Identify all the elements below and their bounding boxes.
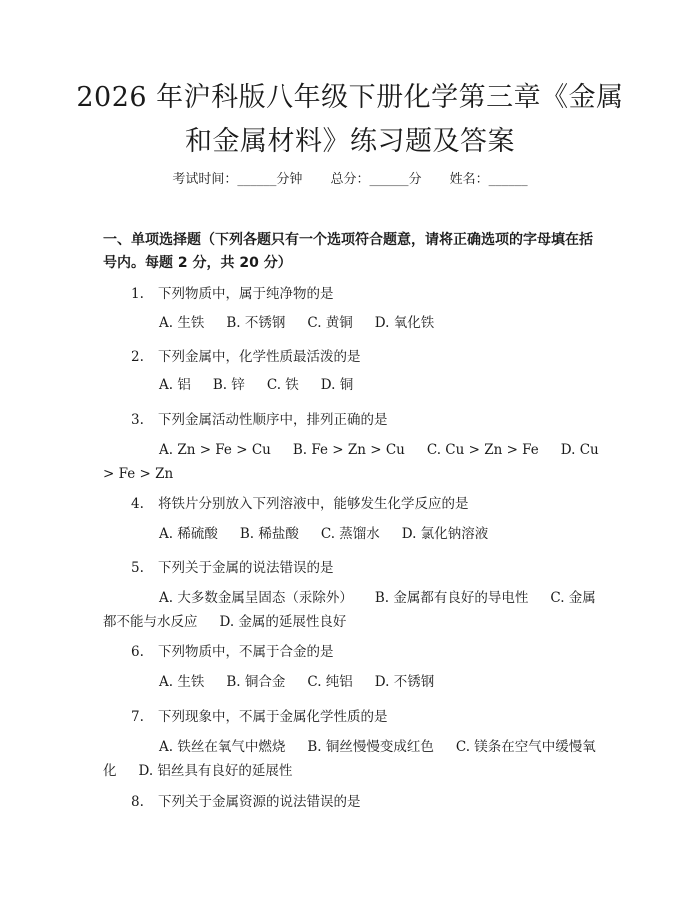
option-d: D. 氯化钠溶液 bbox=[401, 526, 489, 542]
option-d: D. 不锈钢 bbox=[374, 674, 435, 690]
option-d: D. 铜 bbox=[320, 377, 354, 393]
option-a: A. 铁丝在氧气中燃烧 bbox=[159, 739, 286, 755]
question-4-options bbox=[103, 522, 603, 546]
option-c: C. 金属都不能与水反应 bbox=[103, 590, 596, 630]
question-1-options bbox=[103, 311, 603, 335]
question-3-options bbox=[103, 438, 603, 486]
question-text: 下列关于金属资源的说法错误的是 bbox=[158, 794, 361, 810]
exam-meta bbox=[0, 168, 700, 187]
option-a: A. Zn > Fe > Cu bbox=[159, 442, 271, 458]
page-title bbox=[0, 76, 700, 164]
question-2 bbox=[131, 345, 361, 365]
question-7-options bbox=[103, 735, 603, 783]
question-text: 下列金属中，化学性质最活泼的是 bbox=[158, 349, 361, 365]
option-b: B. 铜丝慢慢变成红色 bbox=[307, 739, 434, 755]
option-a: A. 铝 bbox=[159, 377, 191, 393]
question-number: 7. bbox=[131, 709, 144, 725]
option-c: C. 蒸馏水 bbox=[320, 526, 380, 542]
question-text: 下列金属活动性顺序中，排列正确的是 bbox=[158, 412, 388, 428]
option-b: B. 铜合金 bbox=[226, 674, 286, 690]
title-line-1: 2026 年沪科版八年级下册化学第三章《金属 bbox=[76, 82, 624, 113]
option-b: B. 不锈钢 bbox=[226, 315, 286, 331]
question-number: 4. bbox=[131, 496, 144, 512]
question-number: 3. bbox=[131, 412, 144, 428]
question-text: 下列关于金属的说法错误的是 bbox=[158, 560, 334, 576]
question-number: 1. bbox=[131, 286, 144, 302]
question-text: 下列现象中，不属于金属化学性质的是 bbox=[158, 709, 388, 725]
question-1 bbox=[131, 282, 334, 302]
option-a: A. 大多数金属呈固态（汞除外） bbox=[159, 590, 353, 606]
option-d: D. 金属的延展性良好 bbox=[219, 614, 347, 630]
question-number: 8. bbox=[131, 794, 144, 810]
section-heading: 一、单项选择题（下列各题只有一个选项符合题意，请将正确选项的字母填在括号内。每题 2 分，共 20 分） bbox=[103, 232, 593, 271]
question-5-options bbox=[103, 586, 603, 634]
option-c: C. Cu > Zn > Fe bbox=[426, 442, 539, 458]
option-d: D. 铝丝具有良好的延展性 bbox=[138, 763, 293, 779]
option-c: C. 镁条在空气中缓慢氧化 bbox=[103, 739, 596, 779]
option-a: A. 生铁 bbox=[159, 315, 205, 331]
question-3 bbox=[131, 408, 388, 428]
exam-time-field: 考试时间：______分钟 bbox=[172, 172, 303, 187]
question-number: 5. bbox=[131, 560, 144, 576]
option-b: B. 锌 bbox=[212, 377, 245, 393]
title-line-2: 和金属材料》练习题及答案 bbox=[185, 126, 515, 157]
question-6-options bbox=[103, 670, 603, 694]
option-b: B. 稀盐酸 bbox=[239, 526, 299, 542]
question-text: 下列物质中，属于纯净物的是 bbox=[158, 286, 334, 302]
question-number: 2. bbox=[131, 349, 144, 365]
option-c: C. 纯铝 bbox=[307, 674, 353, 690]
question-2-options bbox=[103, 373, 603, 397]
question-8 bbox=[131, 790, 361, 810]
question-5 bbox=[131, 556, 334, 576]
question-7 bbox=[131, 705, 388, 725]
option-c: C. 铁 bbox=[266, 377, 299, 393]
question-4 bbox=[131, 492, 469, 512]
option-a: A. 稀硫酸 bbox=[159, 526, 218, 542]
option-b: B. Fe > Zn > Cu bbox=[292, 442, 405, 458]
total-score-field: 总分：______分 bbox=[330, 172, 422, 187]
option-a: A. 生铁 bbox=[159, 674, 205, 690]
question-number: 6. bbox=[131, 644, 144, 660]
option-d: D. 氧化铁 bbox=[374, 315, 435, 331]
question-text: 将铁片分别放入下列溶液中，能够发生化学反应的是 bbox=[158, 496, 469, 512]
option-c: C. 黄铜 bbox=[307, 315, 353, 331]
question-text: 下列物质中，不属于合金的是 bbox=[158, 644, 334, 660]
question-6 bbox=[131, 640, 334, 660]
student-name-field: 姓名：______ bbox=[449, 172, 528, 187]
option-d: D. Cu > Fe > Zn bbox=[103, 442, 599, 482]
option-b: B. 金属都有良好的导电性 bbox=[374, 590, 529, 606]
